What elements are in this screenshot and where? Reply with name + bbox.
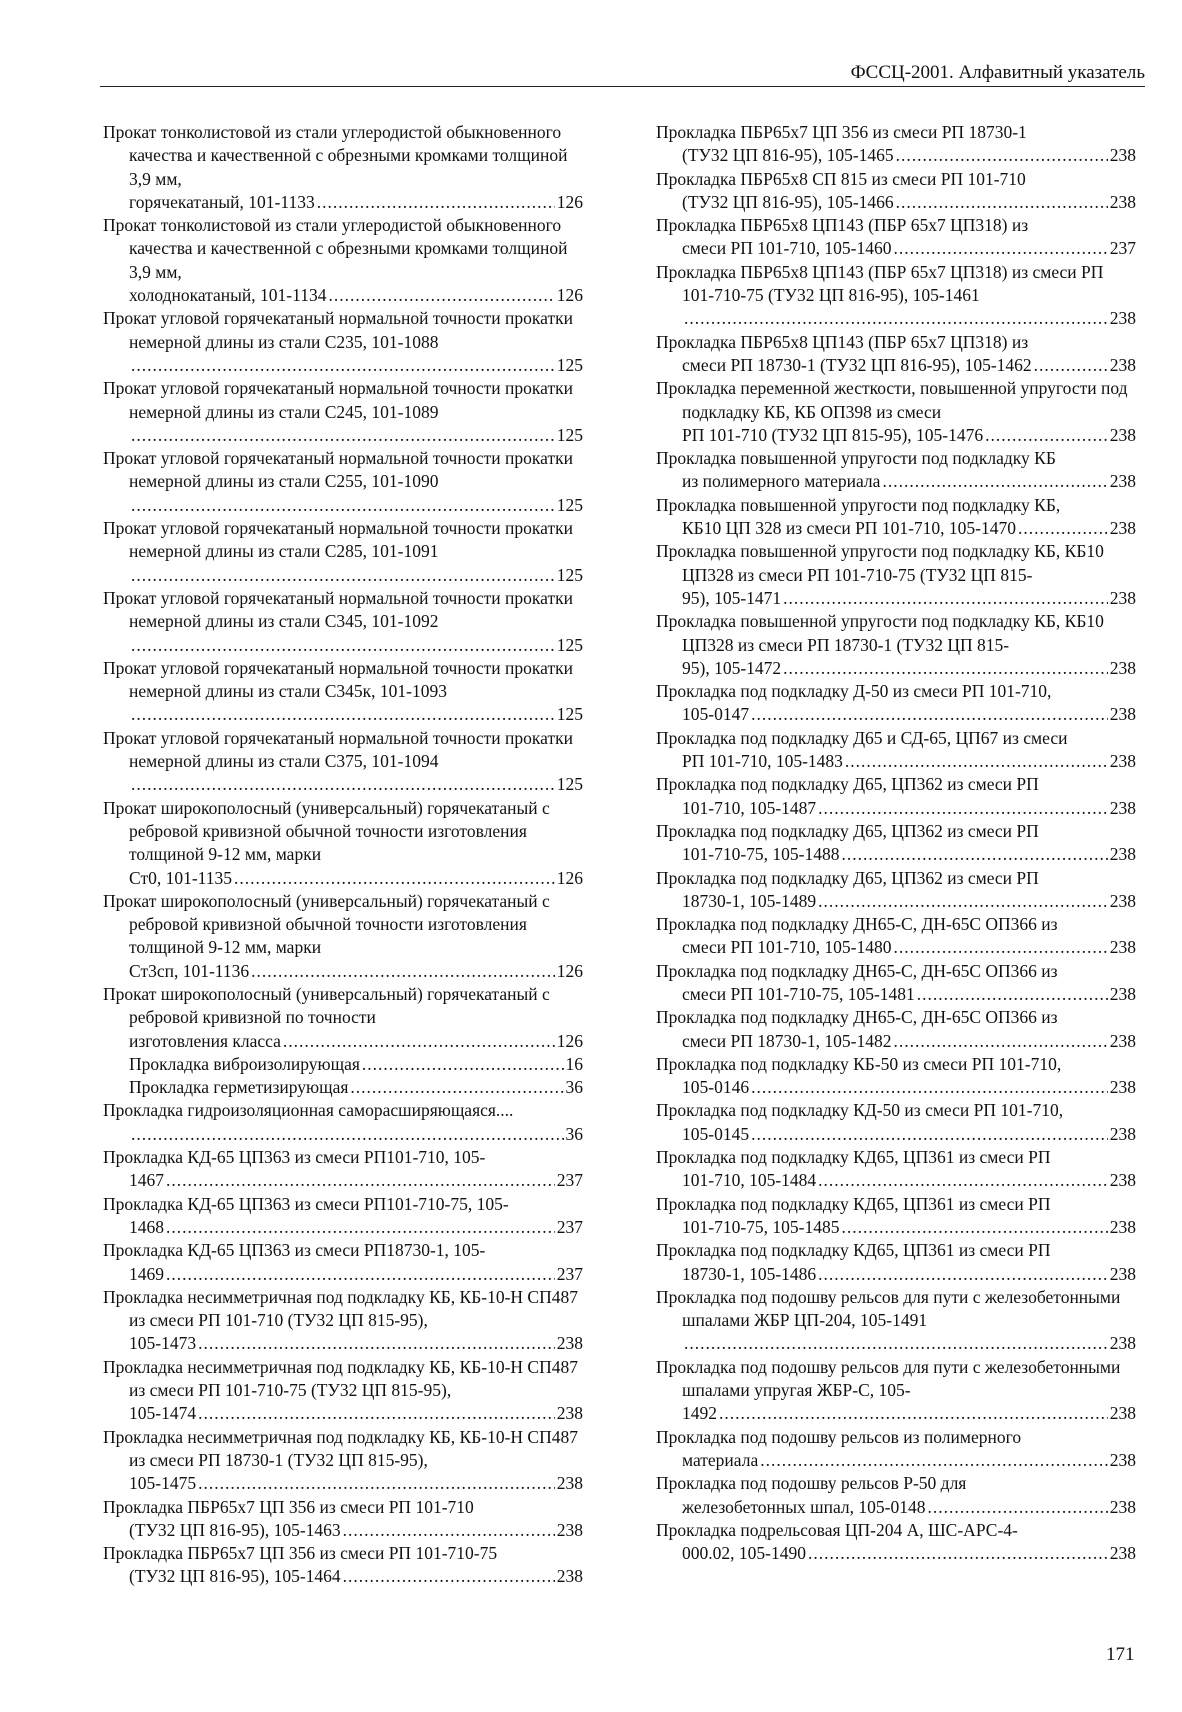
entry-text: Прокладка повышенной упругости под подкладку КБ, КБ10 ЦП328 из смеси РП 18730-1 (ТУ32 ЦП 815-	[656, 611, 1104, 655]
dot-leader	[1018, 517, 1108, 540]
entry-text: Прокат широкополосный (универсальный) горячекатаный с ребровой кривизной обычной точности изготовления толщиной 9-12 мм, марки	[103, 797, 550, 865]
entry-page-number: 238	[556, 1333, 583, 1354]
dot-leader	[882, 470, 1107, 493]
dot-leader	[818, 797, 1108, 820]
entry-page-number: 238	[1109, 844, 1136, 865]
index-entry	[103, 587, 583, 657]
entry-leader-line	[682, 983, 1136, 1006]
entry-text: Прокладка несимметричная под подкладку КБ, КБ-10-Н СП487 из смеси РП 101-710 (ТУ32 ЦП 815-95),	[103, 1286, 578, 1331]
index-entry	[656, 1053, 1136, 1100]
entry-page-number: 238	[1109, 657, 1136, 678]
dot-leader	[893, 1030, 1107, 1053]
index-entry	[656, 1286, 1136, 1356]
dot-leader	[896, 144, 1108, 167]
dot-leader	[818, 890, 1108, 913]
dot-leader	[751, 1123, 1108, 1146]
entry-text: Прокат широкополосный (универсальный) горячекатаный с ребровой кривизной обычной точности изготовления толщиной 9-12 мм, марки	[103, 890, 550, 958]
entry-tail-text: 000.02, 105-1490	[682, 1543, 806, 1564]
entry-tail-text: 101-710, 105-1487	[682, 797, 817, 818]
entry-page-number: 238	[1109, 1496, 1136, 1517]
entry-page-number: 126	[556, 191, 583, 212]
entry-text: Прокладка под подошву рельсов из полимерного	[656, 1426, 1022, 1447]
index-entry	[103, 1542, 583, 1589]
index-entry	[656, 1099, 1136, 1146]
entry-page-number: 16	[565, 1053, 583, 1074]
entry-text: Прокладка под подкладку Д-50 из смеси РП 101-710,	[656, 681, 1052, 702]
entry-leader-line	[682, 1216, 1136, 1239]
dot-leader	[841, 843, 1107, 866]
entry-text: Прокат тонколистовой из стали углеродистой обыкновенного качества и качественной с обрезными кромками толщиной 3,9 мм,	[103, 215, 568, 282]
entry-page-number: 125	[556, 354, 583, 375]
dot-leader	[845, 750, 1108, 773]
dot-leader	[198, 1472, 555, 1495]
entry-page-number: 238	[1109, 797, 1136, 818]
entry-leader-line	[682, 144, 1136, 167]
entry-text: Прокладка под подкладку ДН65-С, ДН-65С ОП366 из	[656, 914, 1058, 935]
entry-tail-text: смеси РП 101-710, 105-1460	[682, 238, 892, 259]
entry-page-number: 36	[565, 1077, 583, 1098]
entry-tail-text: смеси РП 101-710-75, 105-1481	[682, 983, 915, 1004]
index-entry	[656, 1193, 1136, 1240]
entry-page-number: 238	[1109, 1216, 1136, 1237]
dot-leader	[283, 1030, 555, 1053]
entry-leader-line	[129, 1216, 583, 1239]
index-column-right	[656, 121, 1136, 1565]
index-entry	[656, 960, 1136, 1007]
entry-leader-line	[129, 191, 583, 214]
entry-leader-line	[682, 1076, 1136, 1099]
index-entry	[103, 517, 583, 587]
entry-leader-line	[682, 1542, 1136, 1565]
entry-leader-line	[129, 564, 583, 587]
entry-page-number: 238	[1109, 937, 1136, 958]
index-entry	[103, 1076, 583, 1099]
dot-leader	[818, 1263, 1108, 1286]
dot-leader	[131, 354, 555, 377]
entry-leader-line	[129, 1030, 583, 1053]
entry-text: Прокладка ПБР65х7 ЦП 356 из смеси РП 101-710	[103, 1496, 474, 1517]
index-entry	[656, 1146, 1136, 1193]
entry-page-number: 237	[1109, 238, 1136, 259]
entry-text: Прокладка под подошву рельсов для пути с железобетонными шпалами упругая ЖБР-С, 105-	[656, 1356, 1121, 1401]
entry-text: Прокладка ПБР65х7 ЦП 356 из смеси РП 101-710-75	[103, 1543, 498, 1564]
entry-leader-line	[129, 424, 583, 447]
entry-text: Прокладка ПБР65х8 ЦП143 (ПБР 65х7 ЦП318) из	[656, 215, 1029, 236]
dot-leader	[751, 1076, 1108, 1099]
entry-page-number: 237	[556, 1216, 583, 1237]
entry-leader-line	[129, 1402, 583, 1425]
index-entry	[103, 1356, 583, 1426]
entry-leader-line	[129, 773, 583, 796]
entry-text: Прокладка под подкладку КБ-50 из смеси РП 101-710,	[656, 1053, 1062, 1074]
entry-text: Прокат широкополосный (универсальный) горячекатаный с ребровой кривизной по точности	[103, 983, 550, 1028]
dot-leader	[234, 867, 555, 890]
entry-tail-text: 1492	[682, 1403, 717, 1424]
index-entry	[656, 773, 1136, 820]
entry-leader-line	[129, 1472, 583, 1495]
index-entry	[656, 494, 1136, 541]
page-number: 171	[1106, 1644, 1135, 1665]
entry-page-number: 238	[1109, 354, 1136, 375]
entry-text: Прокладка повышенной упругости под подкладку КБ, КБ10 ЦП328 из смеси РП 101-710-75 (ТУ32 ЦП 815-	[656, 541, 1104, 585]
entry-page-number: 238	[1109, 1030, 1136, 1051]
index-entry	[656, 1239, 1136, 1286]
entry-page-number: 238	[1109, 1449, 1136, 1470]
entry-leader-line	[129, 1053, 583, 1076]
index-entry	[656, 1356, 1136, 1426]
dot-leader	[684, 1332, 1108, 1355]
entry-text: Прокладка КД-65 ЦП363 из смеси РП101-710, 105-	[103, 1147, 486, 1168]
dot-leader	[131, 564, 555, 587]
entry-tail-text: (ТУ32 ЦП 816-95), 105-1463	[129, 1519, 341, 1540]
entry-tail-text: 105-0147	[682, 704, 750, 725]
entry-leader-line	[682, 1496, 1136, 1519]
index-column-left	[103, 121, 583, 1589]
entry-page-number: 126	[556, 867, 583, 888]
entry-text: Прокладка под подкладку КД65, ЦП361 из смеси РП	[656, 1240, 1051, 1261]
entry-text: Прокладка несимметричная под подкладку КБ, КБ-10-Н СП487 из смеси РП 18730-1 (ТУ32 ЦП 815-95),	[103, 1426, 578, 1470]
index-entry	[656, 540, 1136, 610]
entry-tail-text: 18730-1, 105-1486	[682, 1263, 817, 1284]
entry-text: Прокладка под подкладку Д65, ЦП362 из смеси РП	[656, 867, 1039, 888]
index-entry	[103, 890, 583, 983]
index-entry	[103, 1193, 583, 1240]
entry-page-number: 238	[1109, 1123, 1136, 1144]
entry-tail-text: горячекатаный, 101-1133	[129, 191, 315, 212]
entry-leader-line	[129, 1332, 583, 1355]
dot-leader	[808, 1542, 1108, 1565]
entry-text: Прокат угловой горячекатаный нормальной точности прокатки немерной длины из стали С345к, 101-1093	[103, 657, 573, 702]
entry-tail-text: 101-710-75, 105-1485	[682, 1216, 840, 1237]
entry-leader-line	[129, 1169, 583, 1192]
entry-tail-text: РП 101-710 (ТУ32 ЦП 815-95), 105-1476	[682, 424, 984, 445]
entry-leader-line	[129, 867, 583, 890]
entry-tail-text: изготовления класса	[129, 1030, 281, 1051]
entry-text: Прокладка под подошву рельсов Р-50 для	[656, 1473, 967, 1494]
index-entry	[103, 1426, 583, 1496]
dot-leader	[818, 1169, 1108, 1192]
index-entry	[656, 121, 1136, 168]
entry-page-number: 238	[1109, 890, 1136, 911]
index-entry	[656, 1472, 1136, 1519]
entry-page-number: 238	[556, 1566, 583, 1587]
entry-text: Прокат угловой горячекатаный нормальной точности прокатки немерной длины из стали С245, 101-1089	[103, 378, 573, 422]
entry-page-number: 238	[1109, 1333, 1136, 1354]
dot-leader	[362, 1053, 564, 1076]
entry-text: Прокладка повышенной упругости под подкладку КБ	[656, 448, 1056, 469]
dot-leader	[198, 1332, 555, 1355]
entry-text: Прокладка КД-65 ЦП363 из смеси РП18730-1, 105-	[103, 1240, 486, 1261]
dot-leader	[893, 936, 1107, 959]
entry-tail-text: (ТУ32 ЦП 816-95), 105-1466	[682, 191, 894, 212]
entry-leader-line	[129, 634, 583, 657]
entry-leader-line	[682, 750, 1136, 773]
entry-text: Прокладка под подкладку ДН65-С, ДН-65С ОП366 из	[656, 960, 1058, 981]
index-entry	[103, 121, 583, 214]
entry-text: Прокладка ПБР65х7 ЦП 356 из смеси РП 18730-1	[656, 122, 1027, 142]
entry-tail-text: материала	[682, 1449, 759, 1470]
entry-tail-text: 95), 105-1472	[682, 657, 782, 678]
entry-text: Прокладка повышенной упругости под подкладку КБ,	[656, 494, 1061, 515]
entry-page-number: 125	[556, 704, 583, 725]
entry-page-number: 125	[556, 424, 583, 445]
entry-leader-line	[129, 1519, 583, 1542]
entry-text: Прокладка ПБР65х8 ЦП143 (ПБР 65х7 ЦП318) из	[656, 331, 1029, 352]
entry-page-number: 238	[556, 1519, 583, 1540]
entry-tail-text: 1468	[129, 1216, 164, 1237]
entry-text: Прокладка под подкладку КД65, ЦП361 из смеси РП	[656, 1193, 1051, 1214]
index-entry	[656, 680, 1136, 727]
entry-leader-line	[682, 936, 1136, 959]
index-entry	[103, 1053, 583, 1076]
index-entry	[656, 820, 1136, 867]
index-entry	[103, 983, 583, 1053]
index-entry	[656, 377, 1136, 447]
header-rule	[100, 86, 1145, 87]
entry-tail-text: 101-710-75, 105-1488	[682, 844, 840, 865]
entry-text: Прокат тонколистовой из стали углеродистой обыкновенного качества и качественной с обрезными кромками толщиной 3,9 мм,	[103, 122, 568, 189]
entry-leader-line	[682, 1030, 1136, 1053]
entry-text: Прокат угловой горячекатаный нормальной точности прокатки немерной длины из стали С375, 101-1094	[103, 727, 573, 772]
entry-text: Прокладка под подкладку Д65 и СД-65, ЦП67 из смеси	[656, 727, 1068, 748]
entry-page-number: 125	[556, 564, 583, 585]
entry-leader-line	[682, 1123, 1136, 1146]
entry-text: Прокат угловой горячекатаный нормальной точности прокатки немерной длины из стали С285, 101-1091	[103, 518, 573, 562]
entry-tail-text: смеси РП 18730-1 (ТУ32 ЦП 816-95), 105-1462	[682, 354, 1032, 375]
entry-tail-text: (ТУ32 ЦП 816-95), 105-1465	[682, 145, 894, 166]
entry-page-number: 238	[1109, 424, 1136, 445]
entry-leader-line	[129, 354, 583, 377]
dot-leader	[131, 634, 555, 657]
entry-tail-text: КБ10 ЦП 328 из смеси РП 101-710, 105-1470	[682, 518, 1016, 539]
entry-leader-line	[682, 1169, 1136, 1192]
dot-leader	[1034, 354, 1108, 377]
entry-tail-text: холоднокатаный, 101-1134	[129, 285, 327, 306]
dot-leader	[927, 1496, 1107, 1519]
entry-leader-line	[682, 517, 1136, 540]
entry-page-number: 237	[556, 1263, 583, 1284]
entry-page-number: 125	[556, 634, 583, 655]
entry-text: Прокладка под подкладку КД65, ЦП361 из смеси РП	[656, 1147, 1051, 1168]
index-entry	[656, 331, 1136, 378]
dot-leader	[328, 284, 554, 307]
entry-leader-line	[682, 307, 1136, 330]
dot-leader	[131, 424, 555, 447]
index-entry	[656, 913, 1136, 960]
entry-tail-text: 105-0146	[682, 1077, 750, 1098]
dot-leader	[751, 703, 1108, 726]
entry-page-number: 238	[1109, 1263, 1136, 1284]
entry-page-number: 237	[556, 1170, 583, 1191]
entry-page-number: 238	[1109, 751, 1136, 772]
index-entry	[656, 1426, 1136, 1473]
entry-leader-line	[129, 960, 583, 983]
entry-page-number: 238	[1109, 587, 1136, 608]
entry-text: Прокладка ПБР65х8 ЦП143 (ПБР 65х7 ЦП318) из смеси РП 101-710-75 (ТУ32 ЦП 816-95), 105-1461	[656, 261, 1104, 306]
entry-leader-line	[682, 797, 1136, 820]
index-entry	[103, 727, 583, 797]
entry-page-number: 238	[1109, 704, 1136, 725]
index-entry	[103, 1286, 583, 1356]
entry-page-number: 125	[556, 494, 583, 515]
entry-text: Прокладка КД-65 ЦП363 из смеси РП101-710-75, 105-	[103, 1193, 509, 1214]
index-entry	[103, 377, 583, 447]
index-entry	[656, 867, 1136, 914]
entry-leader-line	[682, 354, 1136, 377]
dot-leader	[131, 494, 555, 517]
entry-text: Прокат угловой горячекатаный нормальной точности прокатки немерной длины из стали С235, 101-1088	[103, 308, 573, 352]
entry-text: Прокладка несимметричная под подкладку КБ, КБ-10-Н СП487 из смеси РП 101-710-75 (ТУ32 ЦП 815-95),	[103, 1356, 578, 1401]
entry-leader-line	[129, 1263, 583, 1286]
entry-leader-line	[129, 1076, 583, 1099]
entry-page-number: 126	[556, 285, 583, 306]
entry-tail-text: Ст0, 101-1135	[129, 867, 233, 888]
entry-leader-line	[129, 1565, 583, 1588]
index-entry	[656, 261, 1136, 331]
index-entry	[656, 727, 1136, 774]
entry-page-number: 238	[1109, 1077, 1136, 1098]
dot-leader	[131, 703, 555, 726]
entry-text: Прокат угловой горячекатаный нормальной точности прокатки немерной длины из стали С345, 101-1092	[103, 587, 573, 632]
entry-tail-text: 95), 105-1471	[682, 587, 782, 608]
dot-leader	[131, 1123, 564, 1146]
entry-tail-text: 18730-1, 105-1489	[682, 890, 817, 911]
entry-leader-line	[682, 424, 1136, 447]
entry-leader-line	[682, 587, 1136, 610]
index-entry	[656, 1006, 1136, 1053]
index-entry	[103, 447, 583, 517]
dot-leader	[917, 983, 1108, 1006]
entry-tail-text: из полимерного материала	[682, 471, 881, 492]
entry-tail-text: РП 101-710, 105-1483	[682, 751, 843, 772]
entry-page-number: 238	[1109, 145, 1136, 166]
dot-leader	[251, 960, 555, 983]
entry-leader-line	[682, 237, 1136, 260]
index-entry	[103, 214, 583, 307]
entry-page-number: 238	[1109, 518, 1136, 539]
entry-leader-line	[129, 494, 583, 517]
entry-page-number: 36	[565, 1123, 583, 1144]
entry-leader-line	[682, 703, 1136, 726]
entry-tail-text: Прокладка виброизолирующая	[129, 1053, 360, 1074]
entry-tail-text: 105-0145	[682, 1123, 750, 1144]
entry-page-number: 126	[556, 960, 583, 981]
entry-tail-text: 105-1475	[129, 1473, 197, 1494]
dot-leader	[198, 1402, 555, 1425]
dot-leader	[760, 1449, 1108, 1472]
entry-leader-line	[129, 284, 583, 307]
entry-text: Прокладка переменной жесткости, повышенной упругости под подкладку КБ, КБ ОП398 из смеси	[656, 378, 1128, 422]
entry-tail-text: 105-1473	[129, 1333, 197, 1354]
entry-text: Прокладка ПБР65х8 СП 815 из смеси РП 101-710	[656, 168, 1026, 189]
entry-leader-line	[682, 1402, 1136, 1425]
index-entry	[103, 1496, 583, 1543]
entry-tail-text: 1469	[129, 1263, 164, 1284]
entry-leader-line	[682, 890, 1136, 913]
entry-text: Прокладка под подкладку ДН65-С, ДН-65С ОП366 из	[656, 1007, 1058, 1028]
dot-leader	[896, 191, 1108, 214]
index-entry	[103, 1099, 583, 1146]
entry-page-number: 238	[1109, 1403, 1136, 1424]
entry-tail-text: железобетонных шпал, 105-0148	[682, 1496, 926, 1517]
entry-leader-line	[682, 1263, 1136, 1286]
dot-leader	[684, 307, 1108, 330]
entry-leader-line	[682, 657, 1136, 680]
running-header: ФССЦ-2001. Алфавитный указатель	[850, 62, 1145, 83]
dot-leader	[719, 1402, 1108, 1425]
dot-leader	[841, 1216, 1107, 1239]
entry-leader-line	[682, 1332, 1136, 1355]
dot-leader	[350, 1076, 563, 1099]
entry-text: Прокат угловой горячекатаный нормальной точности прокатки немерной длины из стали С255, 101-1090	[103, 448, 573, 492]
dot-leader	[317, 191, 555, 214]
index-entry	[103, 797, 583, 890]
index-entry	[656, 214, 1136, 261]
entry-leader-line	[682, 191, 1136, 214]
index-entry	[656, 168, 1136, 215]
index-entry	[103, 307, 583, 377]
entry-leader-line	[129, 703, 583, 726]
dot-leader	[166, 1169, 555, 1192]
entry-page-number: 238	[1109, 983, 1136, 1004]
entry-tail-text: смеси РП 101-710, 105-1480	[682, 937, 892, 958]
entry-tail-text: Ст3сп, 101-1136	[129, 960, 250, 981]
entry-page-number: 238	[1109, 308, 1136, 329]
entry-tail-text: Прокладка герметизирующая	[129, 1077, 349, 1098]
entry-text: Прокладка гидроизоляционная саморасширяющаяся....	[103, 1100, 514, 1121]
entry-page-number: 126	[556, 1030, 583, 1051]
index-entry	[656, 1519, 1136, 1566]
entry-tail-text: 105-1474	[129, 1403, 197, 1424]
index-entry	[103, 1146, 583, 1193]
entry-text: Прокладка под подкладку Д65, ЦП362 из смеси РП	[656, 820, 1039, 841]
dot-leader	[166, 1263, 555, 1286]
index-entry	[103, 1239, 583, 1286]
entry-leader-line	[682, 470, 1136, 493]
entry-page-number: 125	[556, 774, 583, 795]
entry-page-number: 238	[556, 1403, 583, 1424]
dot-leader	[343, 1519, 555, 1542]
dot-leader	[783, 657, 1108, 680]
dot-leader	[893, 237, 1107, 260]
dot-leader	[783, 587, 1108, 610]
dot-leader	[166, 1216, 555, 1239]
entry-page-number: 238	[556, 1473, 583, 1494]
entry-page-number: 238	[1109, 1170, 1136, 1191]
entry-page-number: 238	[1109, 191, 1136, 212]
index-entry	[656, 610, 1136, 680]
entry-text: Прокладка под подкладку Д65, ЦП362 из смеси РП	[656, 774, 1039, 795]
entry-leader-line	[129, 1123, 583, 1146]
index-entry	[656, 447, 1136, 494]
entry-page-number: 238	[1109, 471, 1136, 492]
entry-tail-text: (ТУ32 ЦП 816-95), 105-1464	[129, 1566, 341, 1587]
entry-text: Прокладка подрельсовая ЦП-204 А, ШС-АРС-4-	[656, 1519, 1018, 1540]
dot-leader	[985, 424, 1108, 447]
dot-leader	[343, 1565, 555, 1588]
index-entry	[103, 657, 583, 727]
entry-leader-line	[682, 1449, 1136, 1472]
entry-tail-text: смеси РП 18730-1, 105-1482	[682, 1030, 892, 1051]
entry-leader-line	[682, 843, 1136, 866]
entry-tail-text: 1467	[129, 1170, 164, 1191]
entry-text: Прокладка под подошву рельсов для пути с железобетонными шпалами ЖБР ЦП-204, 105-1491	[656, 1286, 1121, 1331]
entry-text: Прокладка под подкладку КД-50 из смеси РП 101-710,	[656, 1100, 1064, 1121]
entry-page-number: 238	[1109, 1543, 1136, 1564]
dot-leader	[131, 773, 555, 796]
entry-tail-text: 101-710, 105-1484	[682, 1170, 817, 1191]
